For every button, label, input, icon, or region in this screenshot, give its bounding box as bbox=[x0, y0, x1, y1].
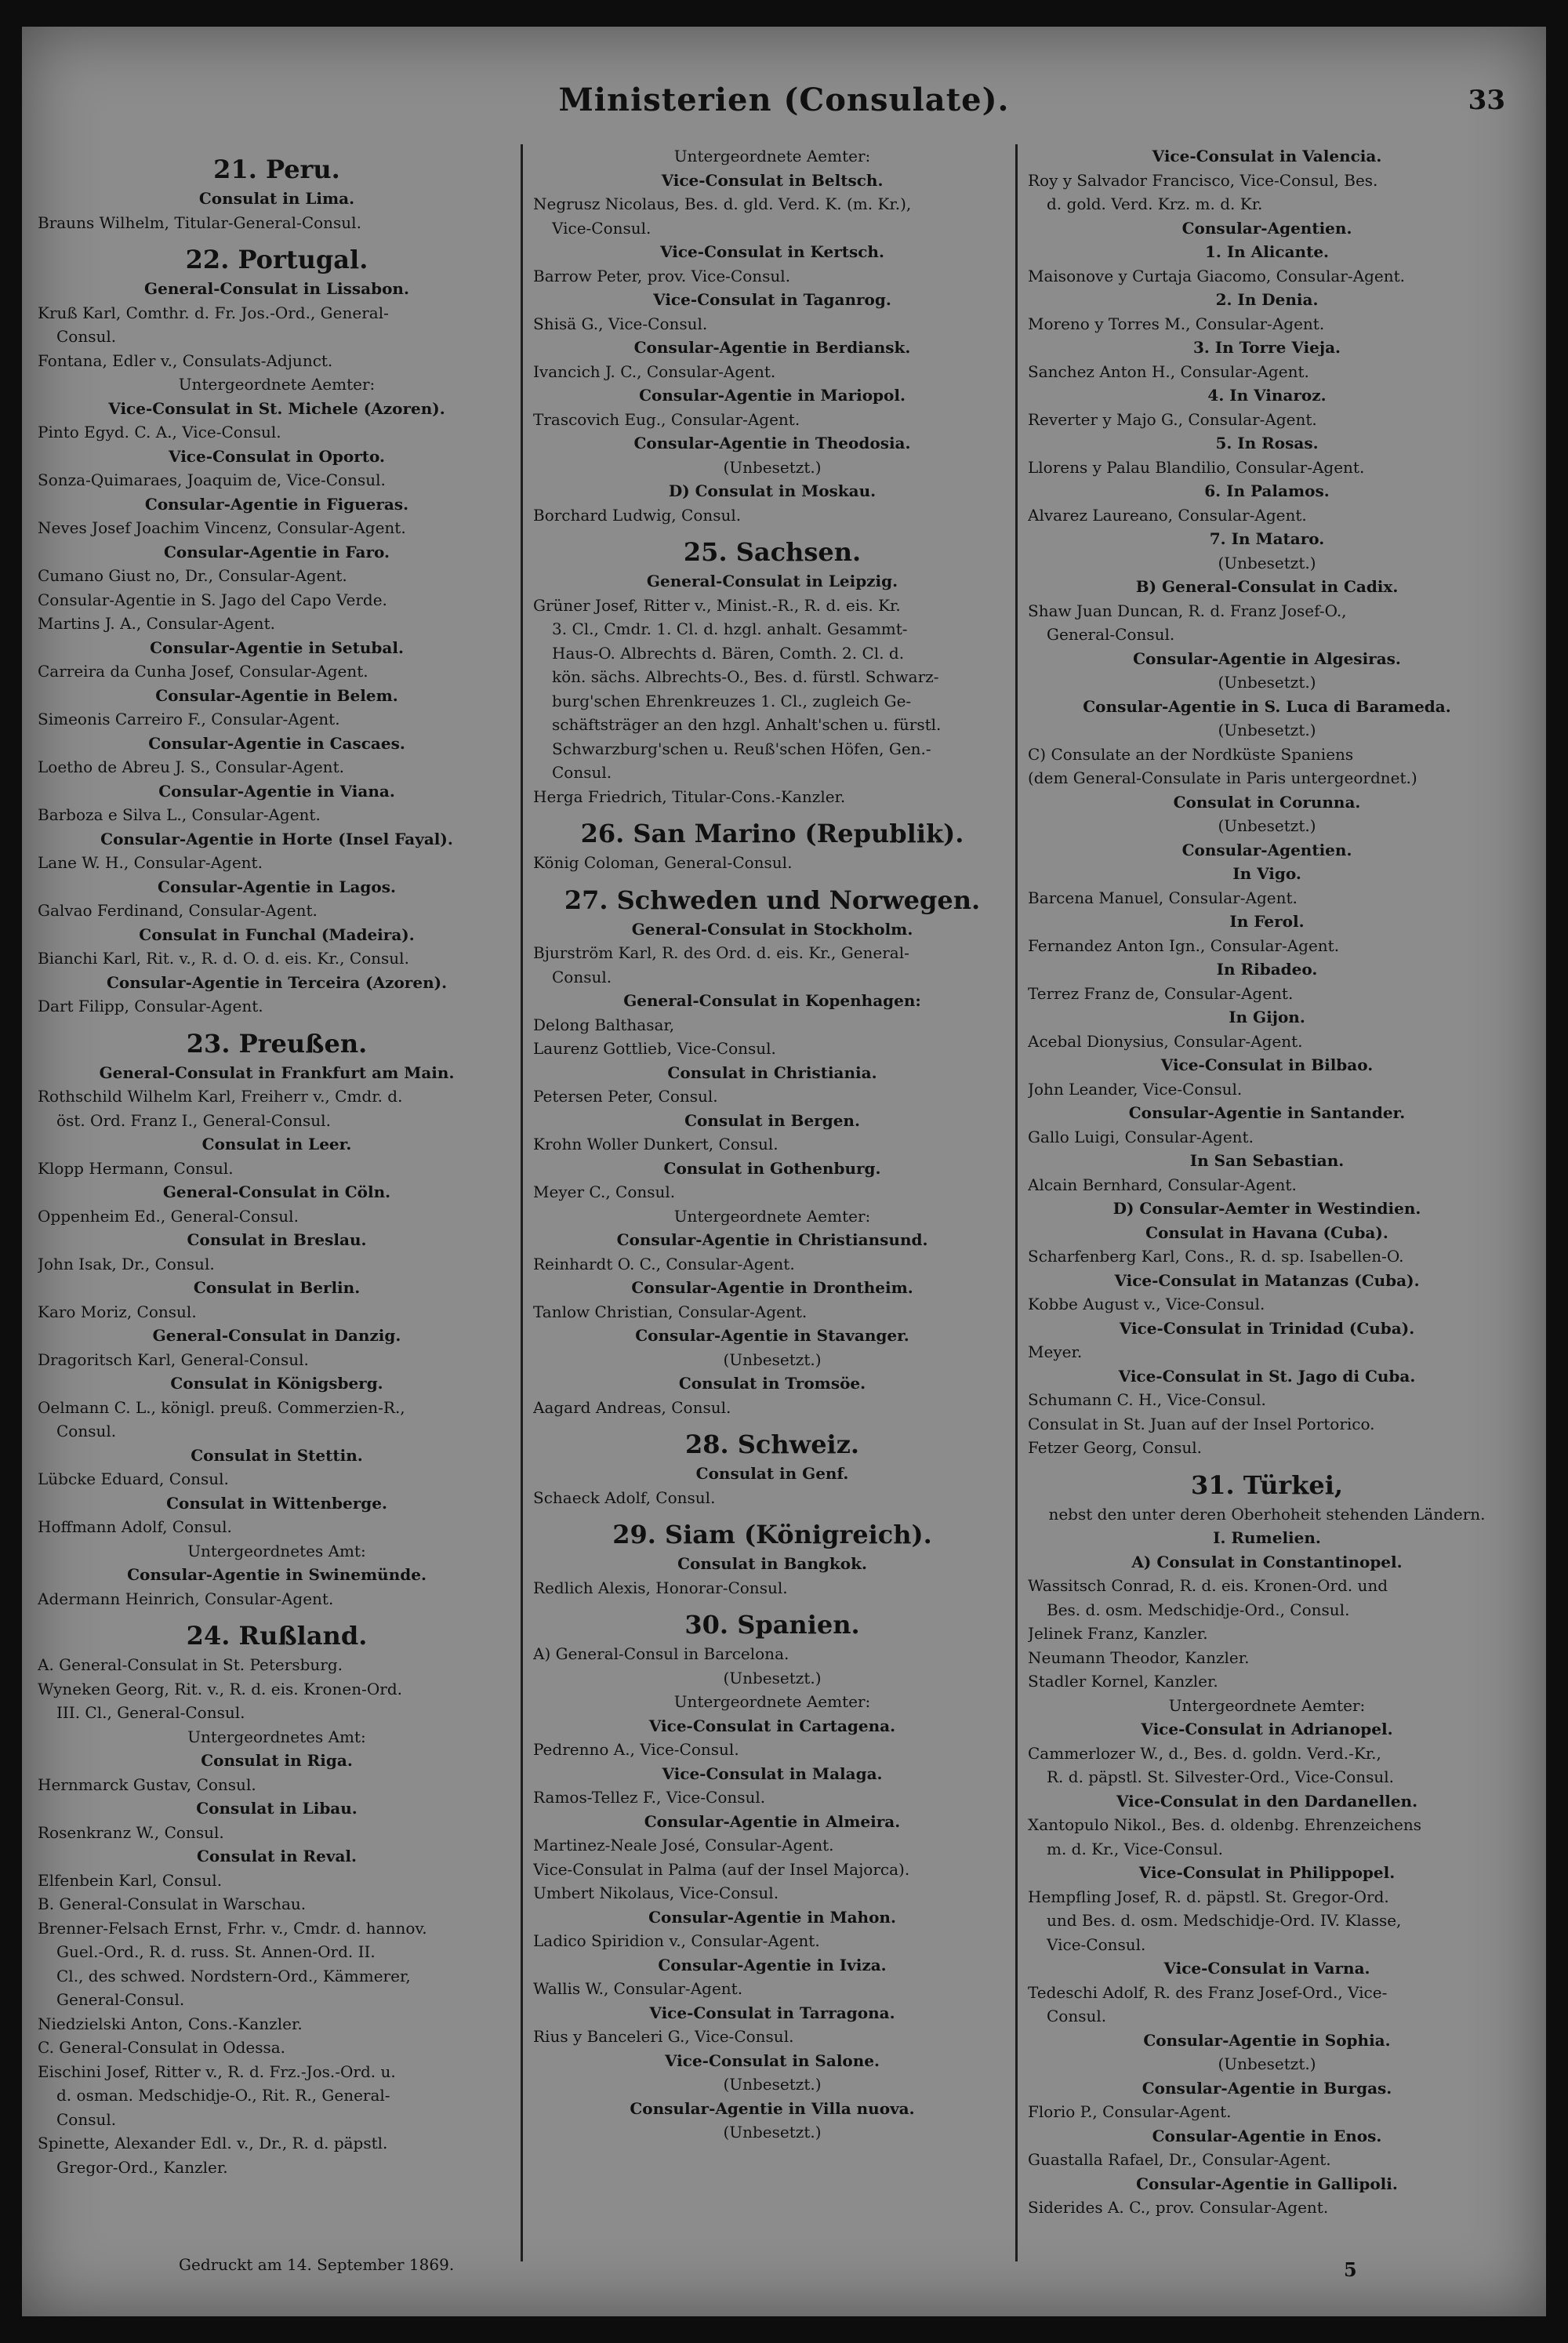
entry-line: Sonza-Quimaraes, Joaquim de, Vice-Consul. bbox=[38, 470, 386, 489]
entry-continuation: Consul. bbox=[552, 967, 612, 986]
entry-continuation: Schwarzburg'schen u. Reuß'schen Höfen, Gen.- bbox=[552, 739, 931, 758]
entry-line: Trascovich Eug., Consular-Agent. bbox=[533, 409, 800, 429]
office-heading: Consular-Agentie in Mariopol. bbox=[639, 386, 906, 405]
office-heading: Consular-Agentie in Enos. bbox=[1152, 2126, 1382, 2145]
entry-line: Moreno y Torres M., Consular-Agent. bbox=[1028, 314, 1325, 333]
section-heading: 28. Schweiz. bbox=[684, 1429, 860, 1459]
office-heading: A) Consulat in Constantinopel. bbox=[1131, 1552, 1403, 1571]
office-heading: Consular-Agentie in Stavanger. bbox=[635, 1326, 909, 1345]
entry-line: Barrow Peter, prov. Vice-Consul. bbox=[533, 266, 791, 285]
entry-line: Fetzer Georg, Consul. bbox=[1028, 1438, 1203, 1457]
entry-line: Wyneken Georg, Rit. v., R. d. eis. Kronen-Ord. bbox=[38, 1679, 402, 1698]
entry-line: Umbert Nikolaus, Vice-Consul. bbox=[533, 1883, 779, 1902]
office-heading: Vice-Consulat in den Dardanellen. bbox=[1116, 1791, 1418, 1811]
entry-line: Neves Josef Joachim Vincenz, Consular-Agent. bbox=[38, 518, 406, 537]
office-heading: Consulat in Bergen. bbox=[684, 1110, 860, 1130]
entry-line: Hoffmann Adolf, Consul. bbox=[38, 1517, 232, 1536]
office-heading: I. Rumelien. bbox=[1213, 1528, 1321, 1547]
office-heading: Consulat in Christiania. bbox=[667, 1063, 877, 1082]
entry-line: Karo Moriz, Consul. bbox=[38, 1302, 197, 1321]
office-heading: 1. In Alicante. bbox=[1204, 242, 1330, 261]
entry-line: Loetho de Abreu J. S., Consular-Agent. bbox=[38, 757, 344, 776]
entry-continuation: Haus-O. Albrechts d. Bären, Comth. 2. Cl. d. bbox=[552, 643, 905, 663]
entry-line: Petersen Peter, Consul. bbox=[533, 1087, 718, 1106]
office-heading: General-Consulat in Frankfurt am Main. bbox=[99, 1063, 455, 1082]
office-heading: Vice-Consulat in Salone. bbox=[665, 2051, 880, 2070]
entry-line: Alcain Bernhard, Consular-Agent. bbox=[1028, 1175, 1297, 1194]
entry-line: Consulat in St. Juan auf der Insel Portorico. bbox=[1028, 1414, 1375, 1433]
office-heading: Consulat in Corunna. bbox=[1173, 792, 1361, 812]
entry-line: Brenner-Felsach Ernst, Frhr. v., Cmdr. d. hannov. bbox=[38, 1918, 427, 1938]
entry-line: Rothschild Wilhelm Karl, Freiherr v., Cmdr. d. bbox=[38, 1087, 403, 1106]
section-heading: 22. Portugal. bbox=[185, 245, 368, 274]
note-line: Untergeordnete Aemter: bbox=[1168, 1695, 1366, 1715]
office-heading: In Vigo. bbox=[1232, 864, 1301, 883]
office-heading: Consular-Agentie in Viana. bbox=[158, 781, 395, 801]
entry-line: Alvarez Laureano, Consular-Agent. bbox=[1028, 505, 1307, 525]
entry-continuation: Consul. bbox=[56, 327, 117, 346]
note-line: (Unbesetzt.) bbox=[1218, 816, 1316, 835]
office-heading: Consular-Agentie in Sophia. bbox=[1143, 2030, 1391, 2050]
entry-line: Redlich Alexis, Honorar-Consul. bbox=[533, 1578, 788, 1597]
entry-line: Cammerlozer W., d., Bes. d. goldn. Verd.-Kr., bbox=[1028, 1743, 1381, 1763]
office-heading: Consular-Agentie in S. Luca di Barameda. bbox=[1083, 696, 1451, 716]
entry-line: Fontana, Edler v., Consulats-Adjunct. bbox=[38, 351, 333, 370]
office-heading: Consulat in Leer. bbox=[201, 1135, 352, 1153]
entry-line: Shaw Juan Duncan, R. d. Franz Josef-O., bbox=[1028, 601, 1347, 620]
entry-line: Stadler Kornel, Kanzler. bbox=[1028, 1672, 1218, 1691]
office-heading: 4. In Vinaroz. bbox=[1207, 386, 1327, 405]
entry-line: Herga Friedrich, Titular-Cons.-Kanzler. bbox=[533, 786, 846, 806]
office-heading: Vice-Consulat in St. Michele (Azoren). bbox=[108, 398, 445, 418]
note-line: Untergeordnetes Amt: bbox=[187, 1541, 366, 1560]
entry-line: C) Consulate an der Nordküste Spaniens bbox=[1028, 744, 1354, 764]
entry-line: Adermann Heinrich, Consular-Agent. bbox=[38, 1589, 334, 1608]
entry-line: König Coloman, General-Consul. bbox=[533, 853, 793, 872]
office-heading: Consulat in Reval. bbox=[197, 1847, 357, 1865]
section-heading: 25. Sachsen. bbox=[683, 537, 862, 567]
office-heading: Consulat in Berlin. bbox=[193, 1278, 361, 1297]
office-heading: In San Sebastian. bbox=[1189, 1151, 1345, 1170]
office-heading: Vice-Consulat in Taganrog. bbox=[653, 290, 891, 309]
section-heading: 24. Rußland. bbox=[186, 1621, 368, 1651]
entry-continuation: und Bes. d. osm. Medschidje-Ord. IV. Klasse, bbox=[1047, 1911, 1402, 1930]
entry-line: Jelinek Franz, Kanzler. bbox=[1028, 1624, 1208, 1643]
entry-continuation: öst. Ord. Franz I., General-Consul. bbox=[56, 1110, 331, 1130]
section-heading: 30. Spanien. bbox=[684, 1610, 860, 1640]
office-heading: Consular-Agentie in Theodosia. bbox=[633, 434, 911, 452]
office-heading: Vice-Consulat in Beltsch. bbox=[661, 170, 884, 190]
office-heading: Vice-Consulat in Philippopel. bbox=[1138, 1863, 1396, 1882]
office-heading: Consular-Agentie in Santander. bbox=[1128, 1103, 1406, 1122]
entry-line: Laurenz Gottlieb, Vice-Consul. bbox=[533, 1039, 776, 1058]
entry-line: Neumann Theodor, Kanzler. bbox=[1028, 1647, 1250, 1667]
column-1 bbox=[38, 144, 516, 2179]
office-heading: Consular-Agentie in Algesiras. bbox=[1133, 648, 1401, 668]
entry-line: A) General-Consul in Barcelona. bbox=[533, 1644, 789, 1663]
entry-line: Galvao Ferdinand, Consular-Agent. bbox=[38, 901, 318, 920]
office-heading: Vice-Consulat in Bilbao. bbox=[1160, 1055, 1374, 1074]
entry-line: Kobbe August v., Vice-Consul. bbox=[1028, 1295, 1265, 1313]
entry-line: Siderides A. C., prov. Consular-Agent. bbox=[1028, 2198, 1329, 2217]
sheet-signature: 5 bbox=[1344, 2258, 1357, 2281]
entry-continuation: Vice-Consul. bbox=[552, 218, 652, 238]
entry-continuation: Consul. bbox=[1047, 2007, 1107, 2025]
entry-line: Bjurström Karl, R. des Ord. d. eis. Kr., General- bbox=[533, 943, 909, 962]
entry-line: Florio P., Consular-Agent. bbox=[1028, 2102, 1232, 2121]
office-heading: Consular-Agentie in Villa nuova. bbox=[630, 2098, 915, 2118]
office-heading: Vice-Consulat in Oporto. bbox=[169, 446, 385, 466]
note-line: nebst den unter deren Oberhoheit stehenden Ländern. bbox=[1048, 1504, 1486, 1524]
office-heading: 7. In Mataro. bbox=[1209, 529, 1325, 548]
office-heading: Vice-Consulat in Adrianopel. bbox=[1141, 1720, 1393, 1738]
office-heading: Consular-Agentien. bbox=[1181, 218, 1352, 238]
office-heading: Consular-Agentie in Horte (Insel Fayal). bbox=[100, 829, 453, 848]
entry-line: Kruß Karl, Comthr. d. Fr. Jos.-Ord., General- bbox=[38, 303, 389, 322]
entry-line: Dragoritsch Karl, General-Consul. bbox=[38, 1349, 309, 1369]
entry-continuation: d. osman. Medschidje-O., Rit. R., General- bbox=[56, 2086, 390, 2105]
entry-continuation: Bes. d. osm. Medschidje-Ord., Consul. bbox=[1047, 1600, 1350, 1619]
office-heading: In Ferol. bbox=[1229, 912, 1305, 931]
entry-line: Schaeck Adolf, Consul. bbox=[533, 1488, 716, 1507]
entry-line: John Leander, Vice-Consul. bbox=[1028, 1079, 1243, 1099]
entry-line: Sanchez Anton H., Consular-Agent. bbox=[1028, 361, 1309, 381]
office-heading: Consular-Agentie in Gallipoli. bbox=[1136, 2174, 1398, 2193]
entry-line: Schumann C. H., Vice-Consul. bbox=[1028, 1390, 1266, 1409]
entry-line: Scharfenberg Karl, Cons., R. d. sp. Isabellen-O. bbox=[1028, 1247, 1404, 1266]
office-heading: Consular-Agentie in Drontheim. bbox=[631, 1278, 913, 1297]
entry-continuation: burg'schen Ehrenkreuzes 1. Cl., zugleich Ge- bbox=[552, 691, 912, 710]
entry-line: Fernandez Anton Ign., Consular-Agent. bbox=[1028, 935, 1340, 955]
entry-line: Hernmarck Gustav, Consul. bbox=[38, 1775, 256, 1794]
office-heading: Consulat in Gothenburg. bbox=[663, 1158, 881, 1178]
section-heading: 27. Schweden und Norwegen. bbox=[564, 885, 981, 915]
entry-line: B. General-Consulat in Warschau. bbox=[38, 1894, 307, 1913]
page-title: Ministerien (Consulate). bbox=[558, 82, 1010, 118]
section-heading: 23. Preußen. bbox=[186, 1028, 368, 1059]
office-heading: 6. In Palamos. bbox=[1204, 481, 1330, 500]
office-heading: Consular-Agentie in Faro. bbox=[164, 542, 390, 561]
entry-line: Rius y Banceleri G., Vice-Consul. bbox=[533, 2027, 794, 2046]
entry-line: Rosenkranz W., Consul. bbox=[38, 1822, 224, 1842]
entry-line: Barcena Manuel, Consular-Agent. bbox=[1028, 888, 1298, 907]
office-heading: General-Consulat in Kopenhagen: bbox=[623, 991, 921, 1010]
entry-continuation: Vice-Consul. bbox=[1047, 1934, 1146, 1954]
note-line: (Unbesetzt.) bbox=[1218, 721, 1316, 739]
entry-line: Shisä G., Vice-Consul. bbox=[533, 314, 708, 333]
office-heading: Consulat in Tromsöe. bbox=[678, 1374, 866, 1393]
column-2 bbox=[533, 144, 1011, 2145]
entry-line: C. General-Consulat in Odessa. bbox=[38, 2038, 286, 2057]
office-heading: Consulat in Bangkok. bbox=[677, 1554, 867, 1573]
note-line: Untergeordnete Aemter: bbox=[178, 375, 376, 394]
note-line: (Unbesetzt.) bbox=[723, 457, 822, 477]
column-3 bbox=[1028, 144, 1506, 2220]
office-heading: Consular-Agentie in Christiansund. bbox=[616, 1230, 928, 1249]
entry-continuation: schäftsträger an den hzgl. Anhalt'schen u. fürstl. bbox=[552, 715, 942, 734]
entry-continuation: kön. sächs. Albrechts-O., Bes. d. fürstl. Schwarz- bbox=[552, 667, 939, 686]
section-heading: 21. Peru. bbox=[213, 154, 340, 184]
note-line: Untergeordnete Aemter: bbox=[673, 147, 871, 165]
entry-line: Wallis W., Consular-Agent. bbox=[533, 1979, 743, 1998]
note-line: Untergeordnete Aemter: bbox=[673, 1206, 871, 1226]
entry-line: Xantopulo Nikol., Bes. d. oldenbg. Ehrenzeichens bbox=[1028, 1815, 1422, 1834]
entry-line: Vice-Consulat in Palma (auf der Insel Majorca). bbox=[533, 1859, 910, 1879]
entry-line: Maisonove y Curtaja Giacomo, Consular-Agent. bbox=[1028, 266, 1405, 285]
office-heading: Consular-Agentien. bbox=[1181, 840, 1352, 859]
office-heading: 5. In Rosas. bbox=[1215, 434, 1319, 452]
section-heading: 31. Türkei, bbox=[1190, 1469, 1344, 1500]
office-heading: Consular-Agentie in Setubal. bbox=[150, 638, 404, 657]
entry-line: Negrusz Nicolaus, Bes. d. gld. Verd. K. (m. Kr.), bbox=[533, 194, 912, 213]
entry-line: Oppenheim Ed., General-Consul. bbox=[38, 1206, 299, 1226]
entry-line: Niedzielski Anton, Cons.-Kanzler. bbox=[38, 2014, 303, 2033]
office-heading: Consular-Agentie in Almeira. bbox=[644, 1811, 901, 1831]
entry-line: Grüner Josef, Ritter v., Minist.-R., R. d. eis. Kr. bbox=[533, 595, 901, 615]
entry-continuation: Consul. bbox=[552, 763, 612, 782]
note-line: (Unbesetzt.) bbox=[1218, 2054, 1316, 2073]
column-rule-2 bbox=[1015, 144, 1018, 2261]
entry-continuation: III. Cl., General-Consul. bbox=[56, 1703, 245, 1722]
entry-line: Martins J. A., Consular-Agent. bbox=[38, 614, 275, 633]
page-number: 33 bbox=[1468, 85, 1505, 116]
office-heading: In Gijon. bbox=[1229, 1008, 1305, 1026]
entry-continuation: General-Consul. bbox=[56, 1990, 185, 2009]
entry-line: Bianchi Karl, Rit. v., R. d. O. d. eis. Kr., Consul. bbox=[38, 949, 409, 968]
office-heading: Vice-Consulat in Varna. bbox=[1163, 1959, 1370, 1978]
office-heading: Vice-Consulat in Malaga. bbox=[662, 1764, 883, 1783]
entry-line: Meyer. bbox=[1028, 1342, 1083, 1361]
office-heading: Consular-Agentie in Swinemünde. bbox=[127, 1565, 426, 1584]
office-heading: General-Consulat in Lissabon. bbox=[144, 279, 409, 298]
office-heading: Consulat in Funchal (Madeira). bbox=[139, 924, 415, 944]
entry-line: Consular-Agentie in S. Jago del Capo Verde. bbox=[38, 590, 387, 609]
entry-line: Martinez-Neale José, Consular-Agent. bbox=[533, 1836, 834, 1854]
entry-continuation: R. d. päpstl. St. Silvester-Ord., Vice-Consul. bbox=[1047, 1767, 1395, 1786]
office-heading: Consulat in Königsberg. bbox=[170, 1374, 383, 1393]
entry-line: Cumano Giust no, Dr., Consular-Agent. bbox=[38, 566, 347, 585]
office-heading: Consular-Agentie in Mahon. bbox=[648, 1907, 896, 1927]
section-heading: 29. Siam (Königreich). bbox=[612, 1520, 932, 1549]
entry-continuation: d. gold. Verd. Krz. m. d. Kr. bbox=[1047, 194, 1263, 213]
entry-line: Guastalla Rafael, Dr., Consular-Agent. bbox=[1028, 2150, 1331, 2169]
entry-continuation: Gregor-Ord., Kanzler. bbox=[56, 2157, 228, 2177]
entry-line: Gallo Luigi, Consular-Agent. bbox=[1028, 1127, 1254, 1146]
entry-line: Simeonis Carreiro F., Consular-Agent. bbox=[38, 710, 340, 728]
entry-line: Terrez Franz de, Consular-Agent. bbox=[1028, 983, 1294, 1003]
office-heading: Vice-Consulat in Matanzas (Cuba). bbox=[1114, 1270, 1420, 1290]
office-heading: Vice-Consulat in St. Jago di Cuba. bbox=[1118, 1366, 1416, 1386]
office-heading: Consulat in Stettin. bbox=[191, 1445, 363, 1465]
office-heading: Consulat in Riga. bbox=[201, 1751, 353, 1770]
entry-continuation: Guel.-Ord., R. d. russ. St. Annen-Ord. II. bbox=[56, 1942, 376, 1961]
note-line: (Unbesetzt.) bbox=[723, 2123, 822, 2141]
entry-line: Reinhardt O. C., Consular-Agent. bbox=[533, 1254, 795, 1273]
office-heading: B) General-Consulat in Cadix. bbox=[1135, 577, 1399, 596]
entry-line: Spinette, Alexander Edl. v., Dr., R. d. päpstl. bbox=[38, 2134, 388, 2152]
entry-line: Tedeschi Adolf, R. des Franz Josef-Ord., Vice- bbox=[1028, 1982, 1388, 2002]
entry-line: Ramos-Tellez F., Vice-Consul. bbox=[533, 1788, 766, 1807]
office-heading: 3. In Torre Vieja. bbox=[1192, 338, 1341, 357]
office-heading: Consulat in Lima. bbox=[198, 189, 355, 208]
office-heading: Vice-Consulat in Tarragona. bbox=[649, 2003, 895, 2022]
entry-line: Pedrenno A., Vice-Consul. bbox=[533, 1740, 739, 1759]
column-rule-1 bbox=[521, 144, 523, 2261]
office-heading: Consulat in Breslau. bbox=[187, 1230, 367, 1249]
office-heading: Consular-Agentie in Iviza. bbox=[658, 1955, 887, 1974]
office-heading: Consular-Agentie in Berdiansk. bbox=[633, 338, 911, 357]
entry-line: A. General-Consulat in St. Petersburg. bbox=[38, 1655, 343, 1674]
office-heading: Vice-Consulat in Cartagena. bbox=[648, 1716, 896, 1735]
note-line: (Unbesetzt.) bbox=[723, 2075, 822, 2094]
entry-line: Eischini Josef, Ritter v., R. d. Frz.-Jos.-Ord. u. bbox=[38, 2061, 396, 2081]
office-heading: 2. In Denia. bbox=[1215, 290, 1319, 309]
entry-line: (dem General-Consulate in Paris untergeordnet.) bbox=[1028, 768, 1417, 787]
entry-line: Meyer C., Consul. bbox=[533, 1182, 676, 1201]
office-heading: General-Consulat in Leipzig. bbox=[646, 572, 898, 590]
office-heading: D) Consular-Aemter in Westindien. bbox=[1112, 1199, 1421, 1218]
office-heading: General-Consulat in Danzig. bbox=[152, 1326, 401, 1345]
office-heading: Consulat in Libau. bbox=[196, 1799, 358, 1818]
entry-line: Roy y Salvador Francisco, Vice-Consul, Bes. bbox=[1028, 170, 1378, 190]
entry-line: Lane W. H., Consular-Agent. bbox=[38, 853, 263, 872]
office-heading: Consulat in Havana (Cuba). bbox=[1145, 1222, 1388, 1242]
entry-continuation: Cl., des schwed. Nordstern-Ord., Kämmerer, bbox=[56, 1966, 411, 1985]
entry-line: Elfenbein Karl, Consul. bbox=[38, 1870, 223, 1890]
entry-line: Ivancich J. C., Consular-Agent. bbox=[533, 361, 776, 381]
office-heading: D) Consulat in Moskau. bbox=[668, 481, 877, 500]
office-heading: Consular-Agentie in Terceira (Azoren). bbox=[106, 972, 448, 992]
entry-line: Tanlow Christian, Consular-Agent. bbox=[533, 1302, 808, 1321]
entry-line: Carreira da Cunha Josef, Consular-Agent. bbox=[38, 662, 368, 681]
office-heading: Vice-Consulat in Trinidad (Cuba). bbox=[1119, 1318, 1415, 1338]
entry-line: Hempfling Josef, R. d. päpstl. St. Gregor-Ord. bbox=[1028, 1887, 1389, 1906]
office-heading: Consular-Agentie in Belem. bbox=[155, 685, 398, 705]
document-page bbox=[22, 27, 1546, 2316]
note-line: (Unbesetzt.) bbox=[723, 1349, 822, 1369]
entry-line: Lübcke Eduard, Consul. bbox=[38, 1469, 229, 1488]
office-heading: Consular-Agentie in Burgas. bbox=[1142, 2078, 1392, 2098]
entry-line: Oelmann C. L., königl. preuß. Commerzien-R., bbox=[38, 1397, 405, 1417]
section-heading: 26. San Marino (Republik). bbox=[580, 819, 964, 848]
office-heading: In Ribadeo. bbox=[1216, 960, 1318, 979]
print-date: Gedruckt am 14. September 1869. bbox=[179, 2255, 455, 2274]
entry-line: Barboza e Silva L., Consular-Agent. bbox=[38, 805, 321, 824]
note-line: (Unbesetzt.) bbox=[1218, 673, 1316, 692]
entry-line: Wassitsch Conrad, R. d. eis. Kronen-Ord. und bbox=[1028, 1576, 1388, 1595]
office-heading: Vice-Consulat in Kertsch. bbox=[660, 242, 884, 261]
entry-line: Krohn Woller Dunkert, Consul. bbox=[533, 1135, 779, 1153]
entry-line: Dart Filipp, Consular-Agent. bbox=[38, 997, 263, 1015]
entry-line: John Isak, Dr., Consul. bbox=[38, 1254, 215, 1273]
office-heading: Consular-Agentie in Lagos. bbox=[158, 877, 396, 896]
office-heading: Consulat in Genf. bbox=[695, 1464, 849, 1483]
entry-continuation: General-Consul. bbox=[1047, 625, 1175, 644]
office-heading: General-Consulat in Stockholm. bbox=[631, 919, 913, 939]
entry-line: Delong Balthasar, bbox=[533, 1015, 675, 1034]
note-line: Untergeordnetes Amt: bbox=[187, 1727, 366, 1746]
entry-line: Llorens y Palau Blandilio, Consular-Agent. bbox=[1028, 457, 1365, 477]
note-line: (Unbesetzt.) bbox=[1218, 553, 1316, 572]
office-heading: General-Consulat in Cöln. bbox=[162, 1182, 391, 1201]
office-heading: Consular-Agentie in Cascaes. bbox=[148, 733, 405, 753]
entry-line: Reverter y Majo G., Consular-Agent. bbox=[1028, 409, 1317, 429]
entry-line: Borchard Ludwig, Consul. bbox=[533, 505, 742, 525]
entry-continuation: m. d. Kr., Vice-Consul. bbox=[1047, 1839, 1223, 1858]
entry-continuation: 3. Cl., Cmdr. 1. Cl. d. hzgl. anhalt. Gesammt- bbox=[552, 619, 908, 638]
entry-line: Pinto Egyd. C. A., Vice-Consul. bbox=[38, 423, 281, 441]
entry-line: Aagard Andreas, Consul. bbox=[533, 1397, 731, 1417]
entry-line: Klopp Hermann, Consul. bbox=[38, 1158, 234, 1178]
entry-line: Acebal Dionysius, Consular-Agent. bbox=[1028, 1031, 1303, 1051]
entry-line: Brauns Wilhelm, Titular-General-Consul. bbox=[38, 213, 361, 232]
office-heading: Consular-Agentie in Figueras. bbox=[144, 494, 409, 514]
entry-continuation: Consul. bbox=[56, 1422, 117, 1440]
entry-continuation: Consul. bbox=[56, 2109, 117, 2129]
office-heading: Vice-Consulat in Valencia. bbox=[1152, 147, 1382, 165]
office-heading: Consulat in Wittenberge. bbox=[166, 1493, 387, 1513]
note-line: Untergeordnete Aemter: bbox=[673, 1692, 871, 1711]
entry-line: Ladico Spiridion v., Consular-Agent. bbox=[533, 1931, 820, 1950]
note-line: (Unbesetzt.) bbox=[723, 1668, 822, 1687]
